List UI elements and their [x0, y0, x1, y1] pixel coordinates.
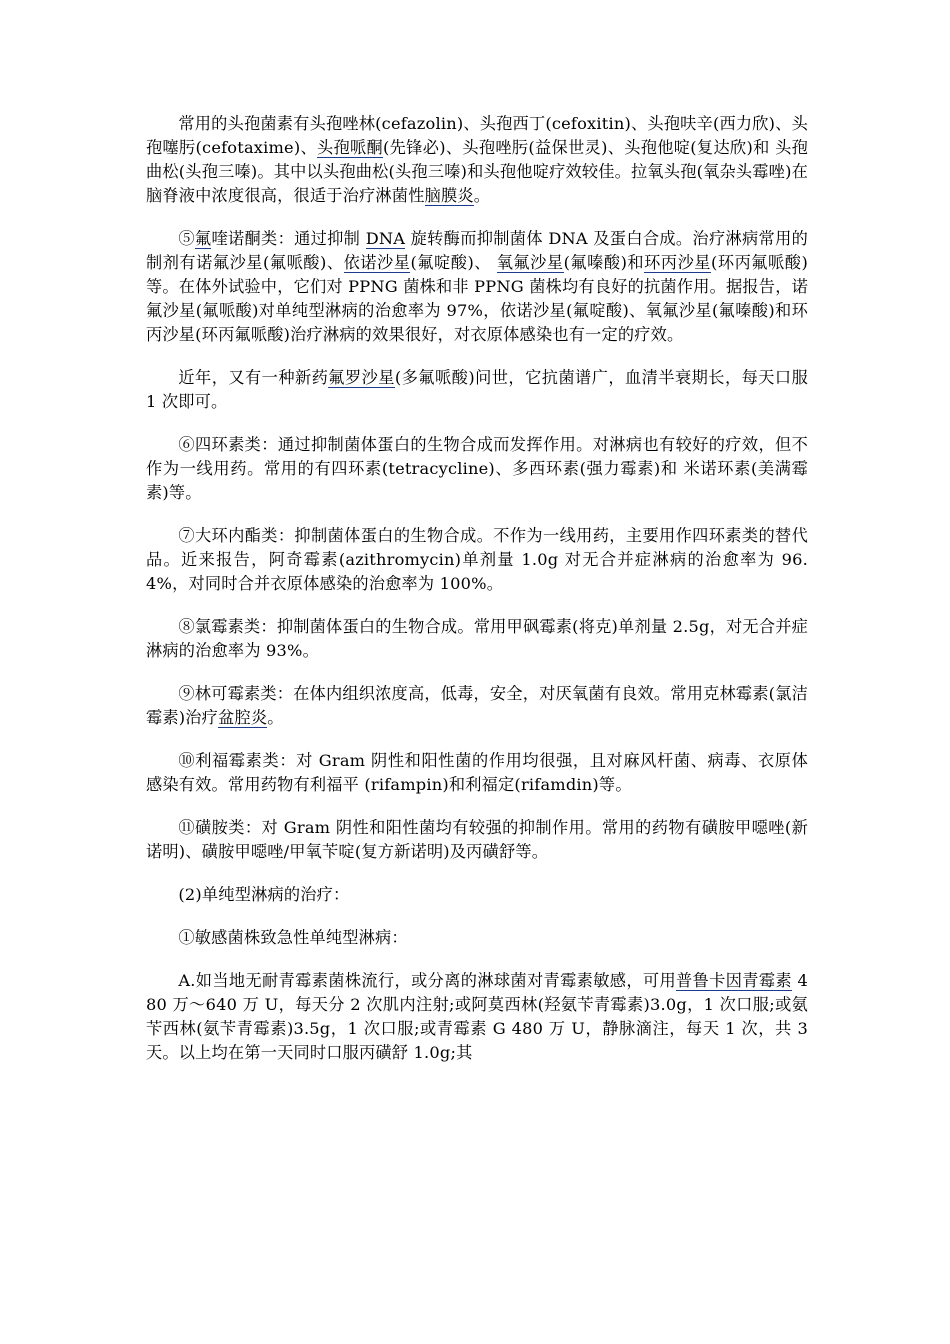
text-run: ⑩利福霉素类：对 Gram 阴性和阳性菌的作用均很强，且对麻风杆菌、病毒、衣原体感染有效。常用药物有利福平 (rifampin)和利福定(rifamdin)等。 — [146, 751, 808, 794]
paragraph-p9 — [146, 816, 808, 864]
paragraph-p3 — [146, 366, 808, 414]
paragraph-p10 — [146, 883, 808, 907]
hyperlink[interactable]: 头孢哌酮 — [316, 138, 384, 157]
text-run: A.如当地无耐青霉素菌株流行，或分离的淋球菌对青霉素敏感，可用 — [178, 971, 677, 990]
text-run: 旋转酶而抑制菌体 DNA 及蛋白合成。治疗淋病常用的制剂有诺氟沙星(氟哌酸)、 — [146, 229, 808, 272]
paragraph-p8 — [146, 749, 808, 797]
hyperlink[interactable]: 依诺沙星 — [343, 253, 411, 272]
text-run: ⑥四环素类：通过抑制菌体蛋白的生物合成而发挥作用。对淋病也有较好的疗效，但不作为一线用药。常用的有四环素(tetracycline)、多西环素(强力霉素)和 米诺环素(美满霉素)等。 — [146, 435, 808, 502]
text-run: (先锋必)、头孢唑肟(益保世灵)、头孢他啶(复达欣)和 头孢曲松(头孢三嗪)。其中以头孢曲松(头孢三嗪)和头孢他啶疗效较佳。拉氧头孢(氧杂头霉唑)在脑脊液中浓度很高，很适于治疗淋菌性 — [146, 138, 808, 205]
paragraph-p7 — [146, 682, 808, 730]
text-run: (多氟哌酸)问世，它抗菌谱广，血清半衰期长，每天口服 1 次即可。 — [146, 368, 808, 411]
text-run: ①敏感菌株致急性单纯型淋病： — [178, 928, 408, 947]
text-run: (氟啶酸)、 — [410, 253, 497, 272]
text-run: (2)单纯型淋病的治疗： — [178, 885, 350, 904]
text-run: ⑦大环内酯类：抑制菌体蛋白的生物合成。不作为一线用药，主要用作四环素类的替代品。近来报告，阿奇霉素(azithromycin)单剂量 1.0g 对无合并症淋病的治愈率为 96.4%，对同时合并衣原体感染的治愈率为 100%。 — [146, 526, 808, 593]
paragraph-p6 — [146, 615, 808, 663]
hyperlink[interactable]: 氟罗沙星 — [328, 368, 395, 387]
hyperlink[interactable]: 环丙沙星 — [644, 253, 712, 272]
paragraph-p11 — [146, 926, 808, 950]
text-run: 。 — [267, 708, 284, 727]
paragraph-p1 — [146, 112, 808, 208]
paragraph-p2 — [146, 227, 808, 347]
hyperlink[interactable]: 普鲁卡因青霉素 — [676, 971, 792, 990]
paragraph-p4 — [146, 433, 808, 505]
text-run: (氟嗪酸)和 — [563, 253, 645, 272]
text-run: ⑧氯霉素类：抑制菌体蛋白的生物合成。常用甲砜霉素(将克)单剂量 2.5g，对无合并症淋病的治愈率为 93%。 — [146, 617, 808, 660]
paragraph-p12 — [146, 969, 808, 1065]
text-run: (环丙氟哌酸)等。在体外试验中，它们对 PPNG 菌株和非 PPNG 菌株均有良好的抗菌作用。据报告，诺氟沙星(氟哌酸)对单纯型淋病的治愈率为 97%，依诺沙星(氟啶酸)、氧氟沙星(氟嗪酸)和环丙沙星(环丙氟哌酸)治疗淋病的效果很好，对衣原体感染也有一定的疗效。 — [146, 253, 808, 344]
hyperlink[interactable]: 盆腔炎 — [218, 708, 268, 727]
hyperlink[interactable]: DNA — [365, 229, 406, 248]
document-page — [146, 112, 808, 1084]
text-run: 。 — [473, 186, 491, 205]
text-run: 喹诺酮类：通过抑制 — [211, 229, 366, 248]
text-run: ⑤ — [178, 229, 195, 248]
text-run: 近年，又有一种新药 — [178, 368, 329, 387]
hyperlink[interactable]: 脑膜炎 — [424, 186, 474, 205]
text-run: 480 万～640 万 U，每天分 2 次肌内注射;或阿莫西林(羟氨苄青霉素)3.0g，1 次口服;或氨苄西林(氨苄青霉素)3.5g，1 次口服;或青霉素 G 480 万 U，静脉滴注，每天 1 次，共 3 天。以上均在第一天同时口服丙磺舒 1.0g;其 — [146, 971, 808, 1062]
hyperlink[interactable]: 氟 — [194, 229, 212, 248]
hyperlink[interactable]: 氧氟沙星 — [496, 253, 564, 272]
text-run: 常用的头孢菌素有头孢唑林(cefazolin)、头孢西丁(cefoxitin)、头孢呋辛(西力欣)、头孢噻肟(cefotaxime)、 — [146, 114, 808, 157]
text-run: ⑨林可霉素类：在体内组织浓度高，低毒，安全，对厌氧菌有良效。常用克林霉素(氯洁霉素)治疗 — [146, 684, 808, 727]
text-run: ⑪磺胺类：对 Gram 阴性和阳性菌均有较强的抑制作用。常用的药物有磺胺甲噁唑(新诺明)、磺胺甲噁唑/甲氧苄啶(复方新诺明)及丙磺舒等。 — [146, 818, 808, 861]
paragraph-p5 — [146, 524, 808, 596]
